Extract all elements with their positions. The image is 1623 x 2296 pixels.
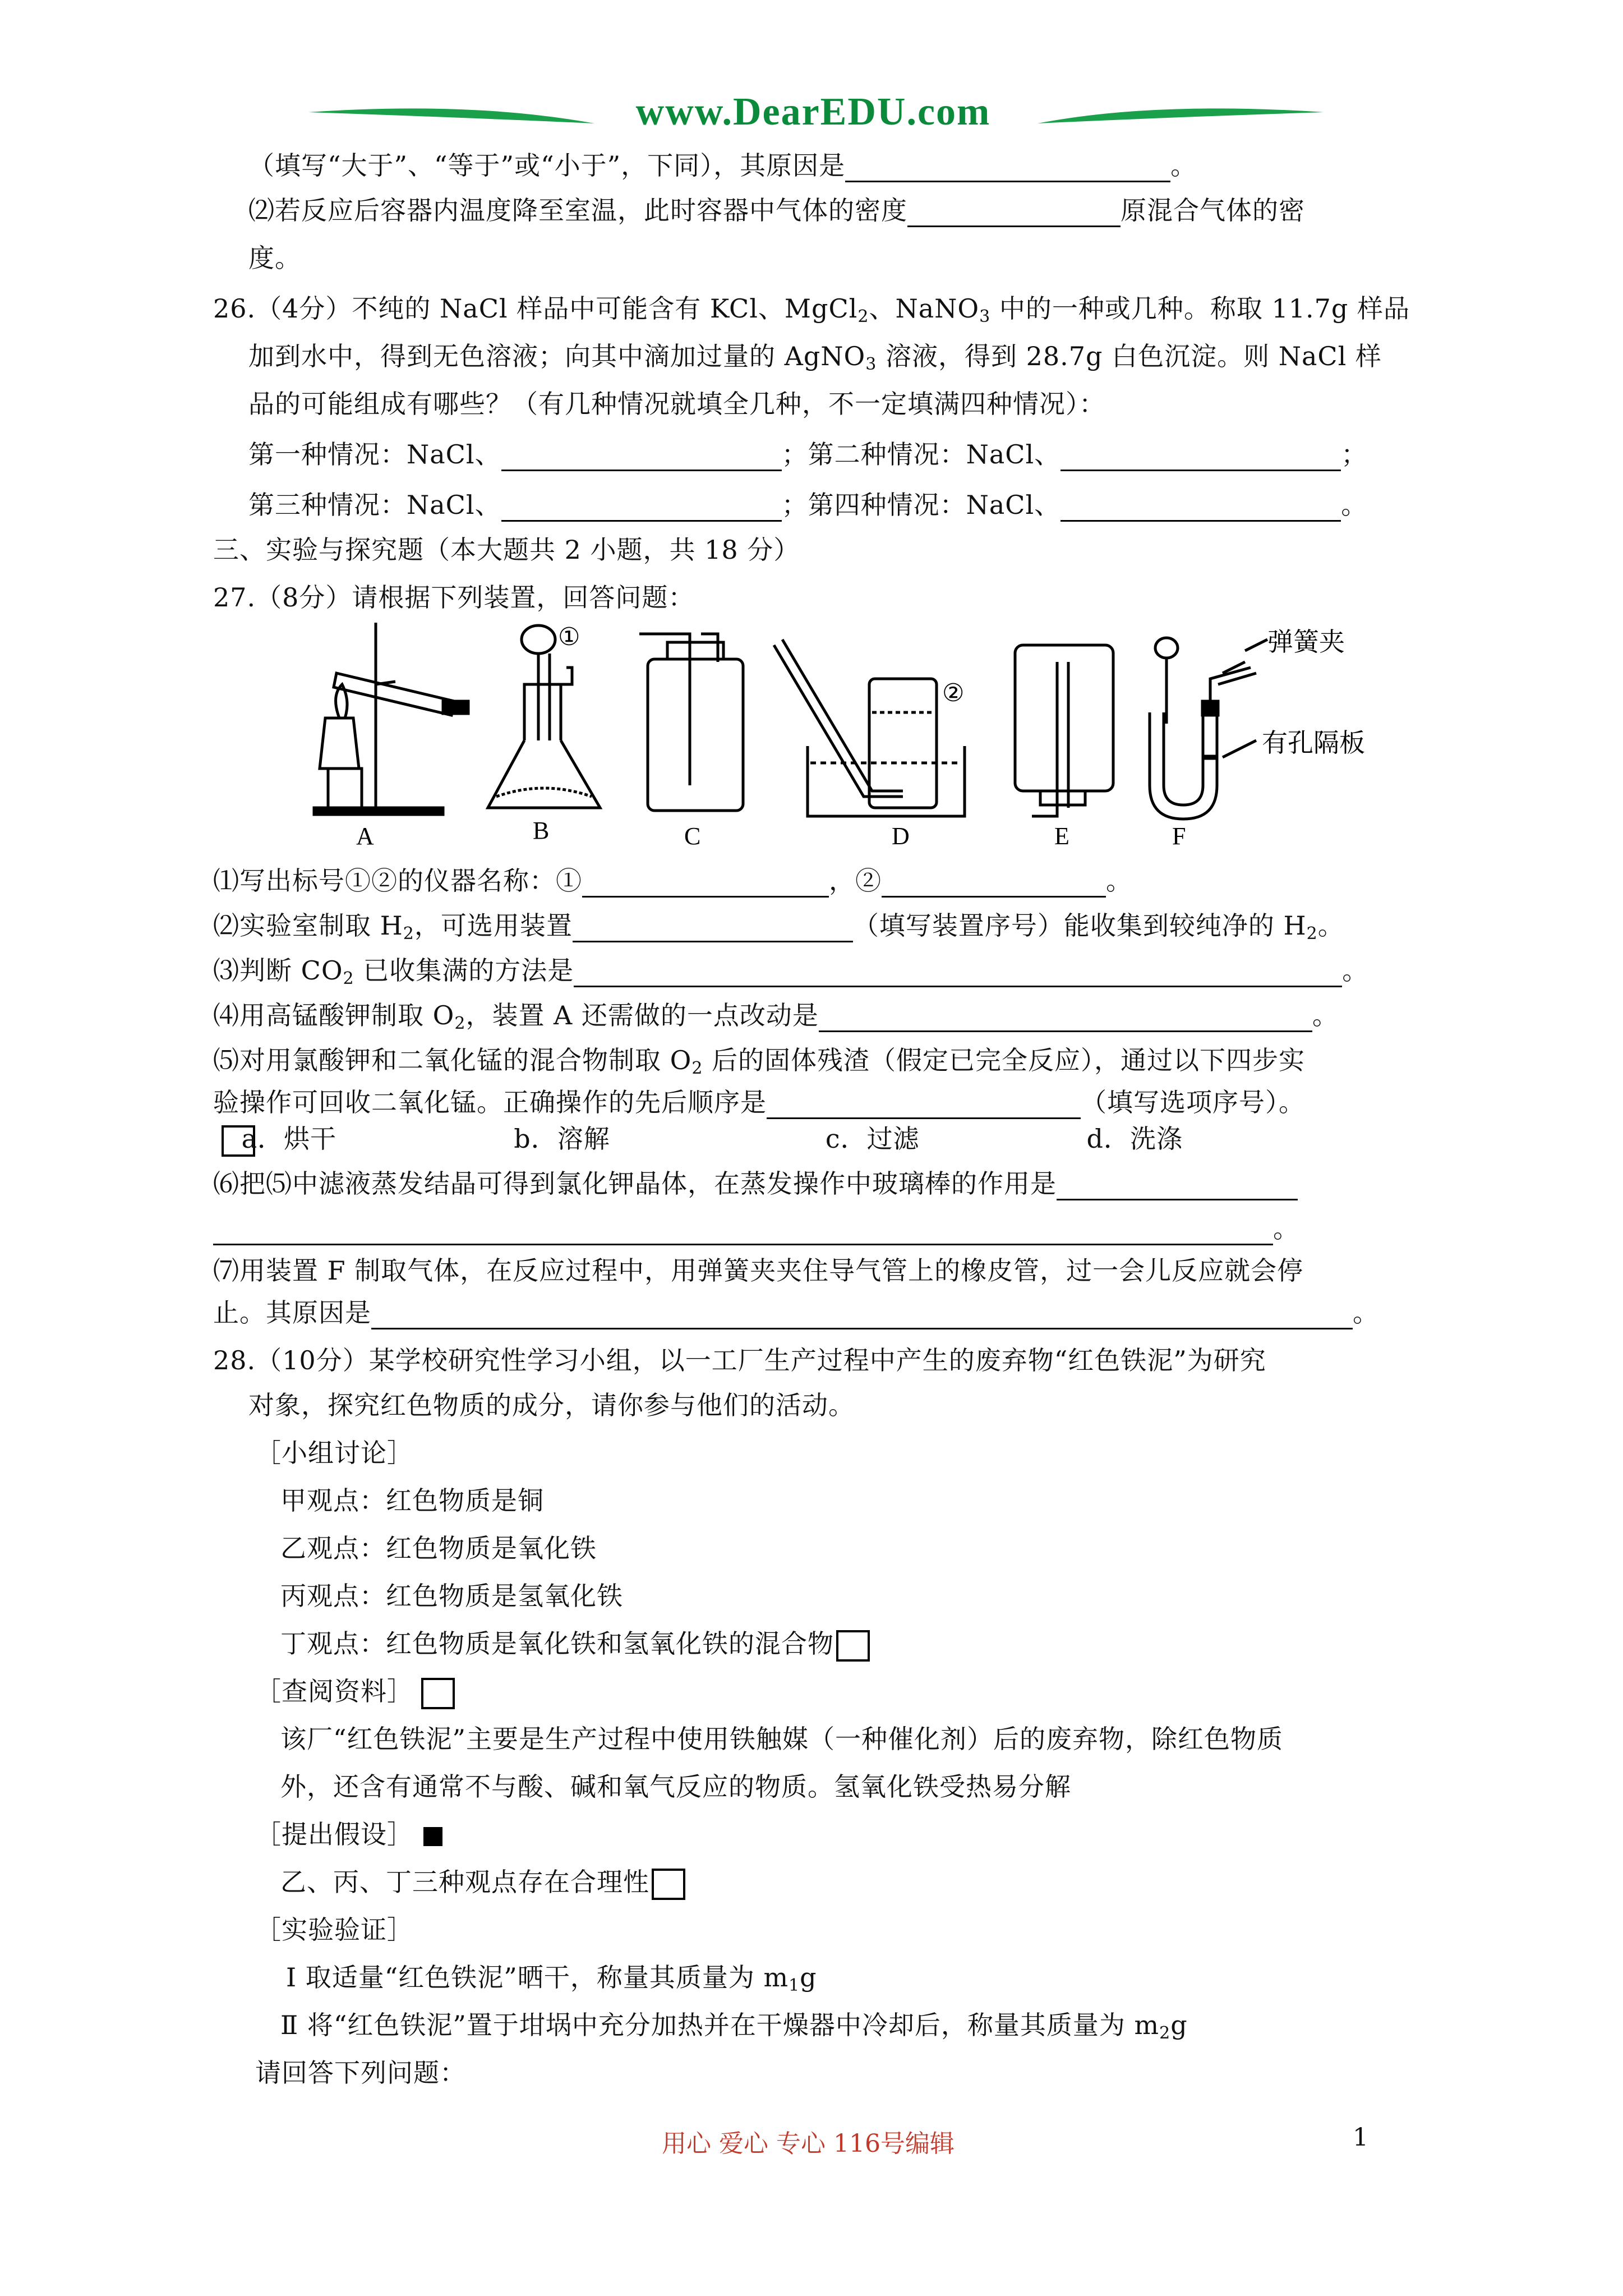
q28-hypothesis-heading: ［提出假设］ (255, 1818, 442, 1851)
answer-box[interactable] (836, 1630, 870, 1662)
q28-view-2: 乙观点：红色物质是氧化铁 (280, 1533, 597, 1563)
apparatus-label-e: E (1054, 822, 1069, 850)
site-brand: www.DearEDU.com (635, 90, 991, 134)
q27-part5-line2: 验操作可回收二氧化锰。正确操作的先后顺序是 （填写选项序号）。 (213, 1085, 1305, 1119)
apparatus-label-d: D (892, 822, 910, 850)
q28-hypothesis-text: 乙、丙、丁三种观点存在合理性 (280, 1865, 685, 1900)
q26-cases-row1: 第一种情况：NaCl、 ；第二种情况：NaCl、 ； (248, 438, 1367, 471)
q28-ask: 请回答下列问题： (255, 2058, 466, 2088)
q28-view-4: 丁观点：红色物质是氧化铁和氢氧化铁的混合物 (280, 1627, 870, 1662)
apparatus-diagram (303, 617, 1402, 853)
q28-info-line2: 外，还含有通常不与酸、碱和氧气反应的物质。氢氧化铁受热易分解 (280, 1772, 1071, 1802)
apparatus-a (314, 623, 468, 815)
q28-view-1: 甲观点：红色物质是铜 (280, 1485, 544, 1516)
q28-verify-heading: ［实验验证］ (255, 1915, 413, 1945)
q28-step-1: Ⅰ 取适量“红色铁泥”晒干，称量其质量为 $m_1g$ (286, 1962, 817, 1995)
q26-cases-row2: 第三种情况：NaCl、 ；第四种情况：NaCl、 。 (248, 488, 1367, 522)
marker-2: ② (942, 679, 965, 707)
q28-info-line1: 该厂“红色铁泥”主要是生产过程中使用铁触媒（一种催化剂）后的废弃物，除红色物质 (280, 1724, 1284, 1754)
q27-part4: ⑷用高锰酸钾制取 $O_2$，装置 A 还需做的一点改动是 。 (213, 1000, 1339, 1033)
option-d: d．洗涤 (1086, 1124, 1183, 1154)
option-b: b．溶解 (514, 1124, 610, 1154)
answer-box[interactable] (421, 1678, 455, 1709)
q25-line3: 度。 (248, 243, 301, 273)
perforated-plate-label: 有孔隔板 (1262, 729, 1365, 757)
apparatus-label-a: A (356, 822, 374, 850)
q27-part1: ⑴写出标号①②的仪器名称：① ，② 。 (213, 864, 1132, 898)
apparatus-label-f: F (1172, 822, 1186, 850)
page-number: 1 (1353, 2123, 1368, 2152)
apparatus-f (1150, 638, 1267, 819)
q27-options (222, 1122, 1183, 1157)
q27-part7-line1: ⑺用装置 F 制取气体，在反应过程中，用弹簧夹夹住导气管上的橡皮管，过一会儿反应就会停 (213, 1255, 1304, 1286)
option-c: c．过滤 (825, 1124, 920, 1154)
apparatus-label-c: C (684, 822, 701, 850)
apparatus-c (639, 634, 743, 811)
section-3-title: 三、实验与探究题（本大题共 2 小题，共 18 分） (213, 535, 800, 565)
q25-line2: ⑵若反应后容器内温度降至室温，此时容器中气体的密度 原混合气体的密 (248, 194, 1305, 227)
apparatus-b (488, 625, 600, 808)
marker-1: ① (558, 623, 580, 651)
spring-clip-label: 弹簧夹 (1267, 628, 1345, 656)
q26-line2: 加到水中，得到无色溶液；向其中滴加过量的 AgNO$_3$ 溶液，得到 28.7g 白色沉淀。则 NaCl 样 (248, 341, 1382, 374)
q27-part5-line1: ⑸对用氯酸钾和二氧化锰的混合物制取 $O_2$ 后的固体残渣（假定已完全反应），通过以下四步实 (213, 1045, 1306, 1078)
q28-line2: 对象，探究红色物质的成分，请你参与他们的活动。 (248, 1390, 855, 1420)
q27-part6-line2: 。 (213, 1212, 1299, 1245)
q27-part7-line2: 止。其原因是 。 (213, 1296, 1379, 1329)
filled-square-icon (423, 1827, 442, 1846)
q27-part3: ⑶判断 $CO_2$ 已收集满的方法是 。 (213, 955, 1369, 988)
answer-box[interactable] (652, 1869, 685, 1900)
q28-lookup-heading: ［查阅资料］ (255, 1674, 455, 1709)
option-a: a．烘干 (241, 1124, 337, 1154)
footer-editor-note: 用心 爱心 专心 116号编辑 (662, 2129, 955, 2158)
q25-line1: （填写“大于”、“等于”或“小于”，下同），其原因是 。 (248, 149, 1197, 182)
q28-view-3: 丙观点：红色物质是氢氧化铁 (280, 1581, 623, 1611)
q28-discussion-heading: ［小组讨论］ (255, 1438, 413, 1468)
apparatus-label-b: B (533, 817, 550, 844)
apparatus-e (1015, 645, 1113, 816)
q28-line1: 28.（10分）某学校研究性学习小组，以一工厂生产过程中产生的废弃物“红色铁泥”为研究 (213, 1345, 1266, 1375)
q26-line1: 26.（4分）不纯的 NaCl 样品中可能含有 KCl、MgCl$_2$、NaNO$_3$ 中的一种或几种。称取 11.7g 样品 (213, 293, 1410, 326)
apparatus-d (774, 639, 965, 816)
q27-part2: ⑵实验室制取 $H_2$，可选用装置 （填写装置序号）能收集到较纯净的 $H_2$。 (213, 910, 1344, 944)
q28-step-2: Ⅱ 将“红色铁泥”置于坩埚中充分加热并在干燥器中冷却后，称量其质量为 $m_2g$ (280, 2010, 1188, 2043)
q27-part6-line1: ⑹把⑸中滤液蒸发结晶可得到氯化钾晶体，在蒸发操作中玻璃棒的作用是 (213, 1167, 1298, 1200)
q27-title: 27.（8分）请根据下列装置，回答问题： (213, 582, 695, 613)
q26-line3: 品的可能组成有哪些？（有几种情况就填全几种，不一定填满四种情况）： (248, 389, 1105, 419)
